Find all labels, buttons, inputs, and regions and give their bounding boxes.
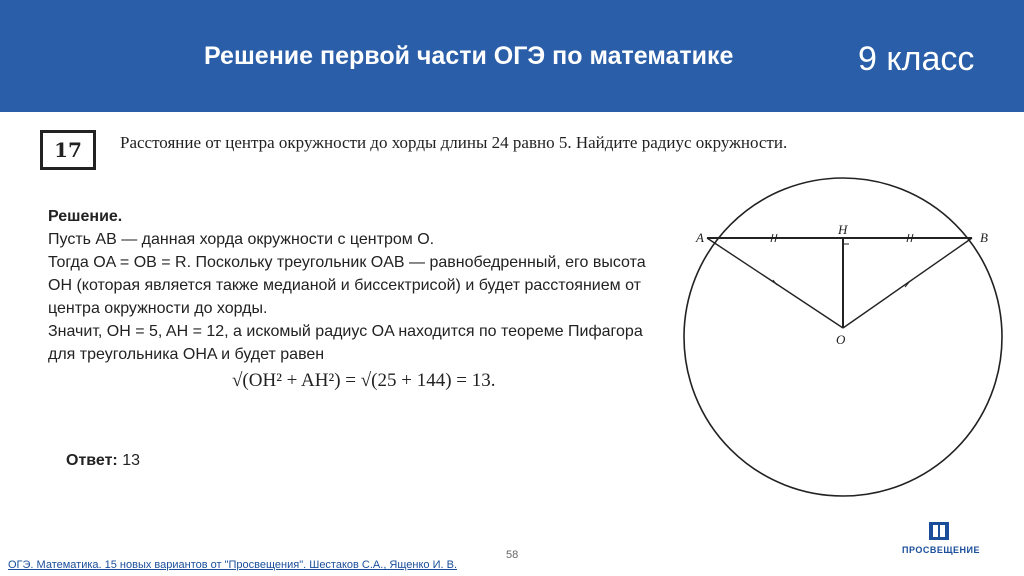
segment-ob (843, 238, 972, 328)
point-label-b: B (980, 230, 988, 245)
task-statement: Расстояние от центра окружности до хорды длины 24 равно 5. Найдите радиус окружности. (120, 133, 788, 152)
page-title: Решение первой части ОГЭ по математике (204, 42, 734, 70)
grade-label: 9 класс (858, 40, 975, 78)
answer-label: Ответ: (66, 452, 118, 469)
book-icon (928, 520, 950, 542)
logo-text: ПРОСВЕЩЕНИЕ (901, 545, 980, 555)
solution-line: Пусть AB — данная хорда окружности с центром O. (48, 231, 435, 248)
point-label-a: A (696, 230, 704, 245)
pythagoras-formula: √(OH² + AH²) = √(25 + 144) = 13. (232, 370, 496, 391)
point-label-h: H (838, 222, 848, 237)
page-number: 58 (506, 549, 519, 561)
solution-heading: Решение. (48, 208, 123, 225)
header-bar (0, 0, 1024, 112)
solution-line: Значит, OH = 5, AH = 12, а искомый радиус OA находится по теореме Пифагора для треугольника OHA и будет равен (48, 323, 643, 363)
point-label-o: O (836, 332, 846, 347)
circle-chord-figure (680, 170, 1010, 510)
answer-block (66, 452, 140, 470)
publisher-logo (888, 520, 994, 560)
answer-value: 13 (122, 452, 141, 469)
solution-line: Тогда OA = OB = R. Поскольку треугольник OAB — равнобедренный, его высота OH (которая является также медианой и биссектрисой) и будет расстоянием от центра окружности до хорды. (48, 254, 646, 317)
task-number-box: 17 (40, 130, 96, 170)
solution-block (48, 205, 648, 366)
source-link[interactable]: ОГЭ. Математика. 15 новых вариантов от "Просвещения". Шестаков С.А., Ященко И. В. (8, 559, 458, 571)
